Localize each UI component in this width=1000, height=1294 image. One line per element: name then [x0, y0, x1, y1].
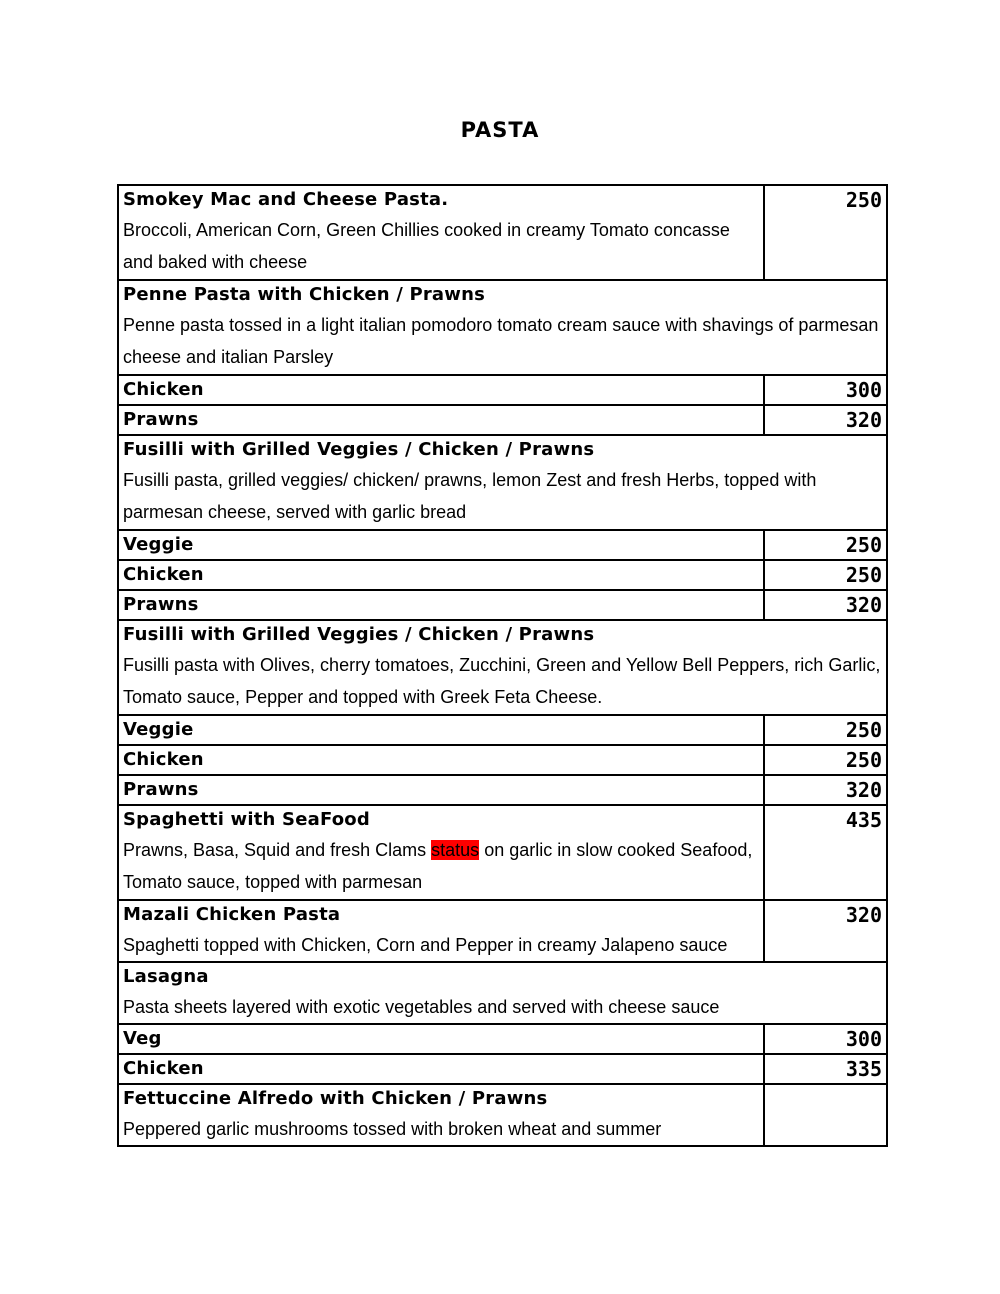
item-name: Fusilli with Grilled Veggies / Chicken / Prawns — [123, 439, 595, 460]
item-price: 320 — [845, 903, 882, 927]
variant-price: 300 — [845, 1027, 882, 1051]
price-cell — [764, 185, 887, 280]
menu-item-mazali — [118, 900, 887, 962]
variant-price: 250 — [845, 718, 882, 742]
item-name: Lasagna — [123, 966, 209, 987]
variant-price: 320 — [845, 778, 882, 802]
variant-label: Chicken — [123, 379, 204, 400]
variant-label: Prawns — [123, 594, 199, 615]
price-cell — [764, 900, 887, 962]
item-cell — [118, 962, 887, 1024]
variant-row — [118, 590, 887, 620]
variant-label: Chicken — [123, 564, 204, 585]
item-price: 250 — [845, 188, 882, 212]
item-name: Mazali Chicken Pasta — [123, 904, 341, 925]
variant-label: Prawns — [123, 409, 199, 430]
item-name: Smokey Mac and Cheese Pasta. — [123, 189, 449, 210]
variant-row — [118, 1054, 887, 1084]
item-description: Pasta sheets layered with exotic vegetables and served with cheese sauce — [123, 997, 720, 1017]
item-description: Fusilli pasta with Olives, cherry tomatoes, Zucchini, Green and Yellow Bell Peppers, rich Garlic, Tomato sauce, Pepper and topped with Greek Feta Cheese. — [123, 655, 881, 707]
variant-price: 320 — [845, 593, 882, 617]
item-description: Spaghetti topped with Chicken, Corn and Pepper in creamy Jalapeno sauce — [123, 935, 728, 955]
variant-label: Chicken — [123, 1058, 204, 1079]
variant-row — [118, 775, 887, 805]
price-cell — [764, 805, 887, 900]
menu-item-mac — [118, 185, 887, 280]
menu-item-fettuccine — [118, 1084, 887, 1146]
item-name: Penne Pasta with Chicken / Prawns — [123, 284, 486, 305]
variant-row — [118, 405, 887, 435]
variant-row — [118, 745, 887, 775]
variant-price: 335 — [845, 1057, 882, 1081]
menu-item-fusilli — [118, 435, 887, 530]
item-description: Fusilli pasta, grilled veggies/ chicken/ prawns, lemon Zest and fresh Herbs, topped with parmesan cheese, served with garlic bread — [123, 470, 817, 522]
highlighted-text: status — [431, 840, 480, 860]
item-cell — [118, 1084, 764, 1146]
menu-item-lasagna — [118, 962, 887, 1024]
variant-label: Veg — [123, 1028, 162, 1049]
item-cell — [118, 280, 887, 375]
variant-price: 250 — [845, 748, 882, 772]
variant-price: 300 — [845, 378, 882, 402]
variant-row — [118, 530, 887, 560]
item-name: Fettuccine Alfredo with Chicken / Prawns — [123, 1088, 548, 1109]
variant-label: Veggie — [123, 719, 194, 740]
item-description: Penne pasta tossed in a light italian pomodoro tomato cream sauce with shavings of parmesan cheese and italian Parsley — [123, 315, 879, 367]
variant-label: Prawns — [123, 779, 199, 800]
variant-price: 320 — [845, 408, 882, 432]
item-cell — [118, 185, 764, 280]
menu-item-fusilli-feta — [118, 620, 887, 715]
item-description: Prawns, Basa, Squid and fresh Clams status on garlic in slow cooked Seafood, Tomato sauce, topped with parmesan — [123, 840, 753, 892]
item-name: Spaghetti with SeaFood — [123, 809, 370, 830]
item-description: Peppered garlic mushrooms tossed with broken wheat and summer — [123, 1119, 662, 1139]
variant-price: 250 — [845, 563, 882, 587]
variant-row — [118, 1024, 887, 1054]
menu-item-penne — [118, 280, 887, 375]
variant-label: Veggie — [123, 534, 194, 555]
item-price: 435 — [845, 808, 882, 832]
price-cell — [764, 1084, 887, 1146]
item-name: Fusilli with Grilled Veggies / Chicken / Prawns — [123, 624, 595, 645]
menu-table — [117, 184, 888, 1147]
item-description: Broccoli, American Corn, Green Chillies cooked in creamy Tomato concasse and baked with cheese — [123, 220, 730, 272]
page-title: PASTA — [460, 118, 540, 142]
variant-row — [118, 715, 887, 745]
item-cell — [118, 900, 764, 962]
variant-row — [118, 375, 887, 405]
item-cell — [118, 435, 887, 530]
menu-item-spaghetti — [118, 805, 887, 900]
variant-label: Chicken — [123, 749, 204, 770]
item-cell — [118, 620, 887, 715]
variant-price: 250 — [845, 533, 882, 557]
item-cell — [118, 805, 764, 900]
variant-row — [118, 560, 887, 590]
